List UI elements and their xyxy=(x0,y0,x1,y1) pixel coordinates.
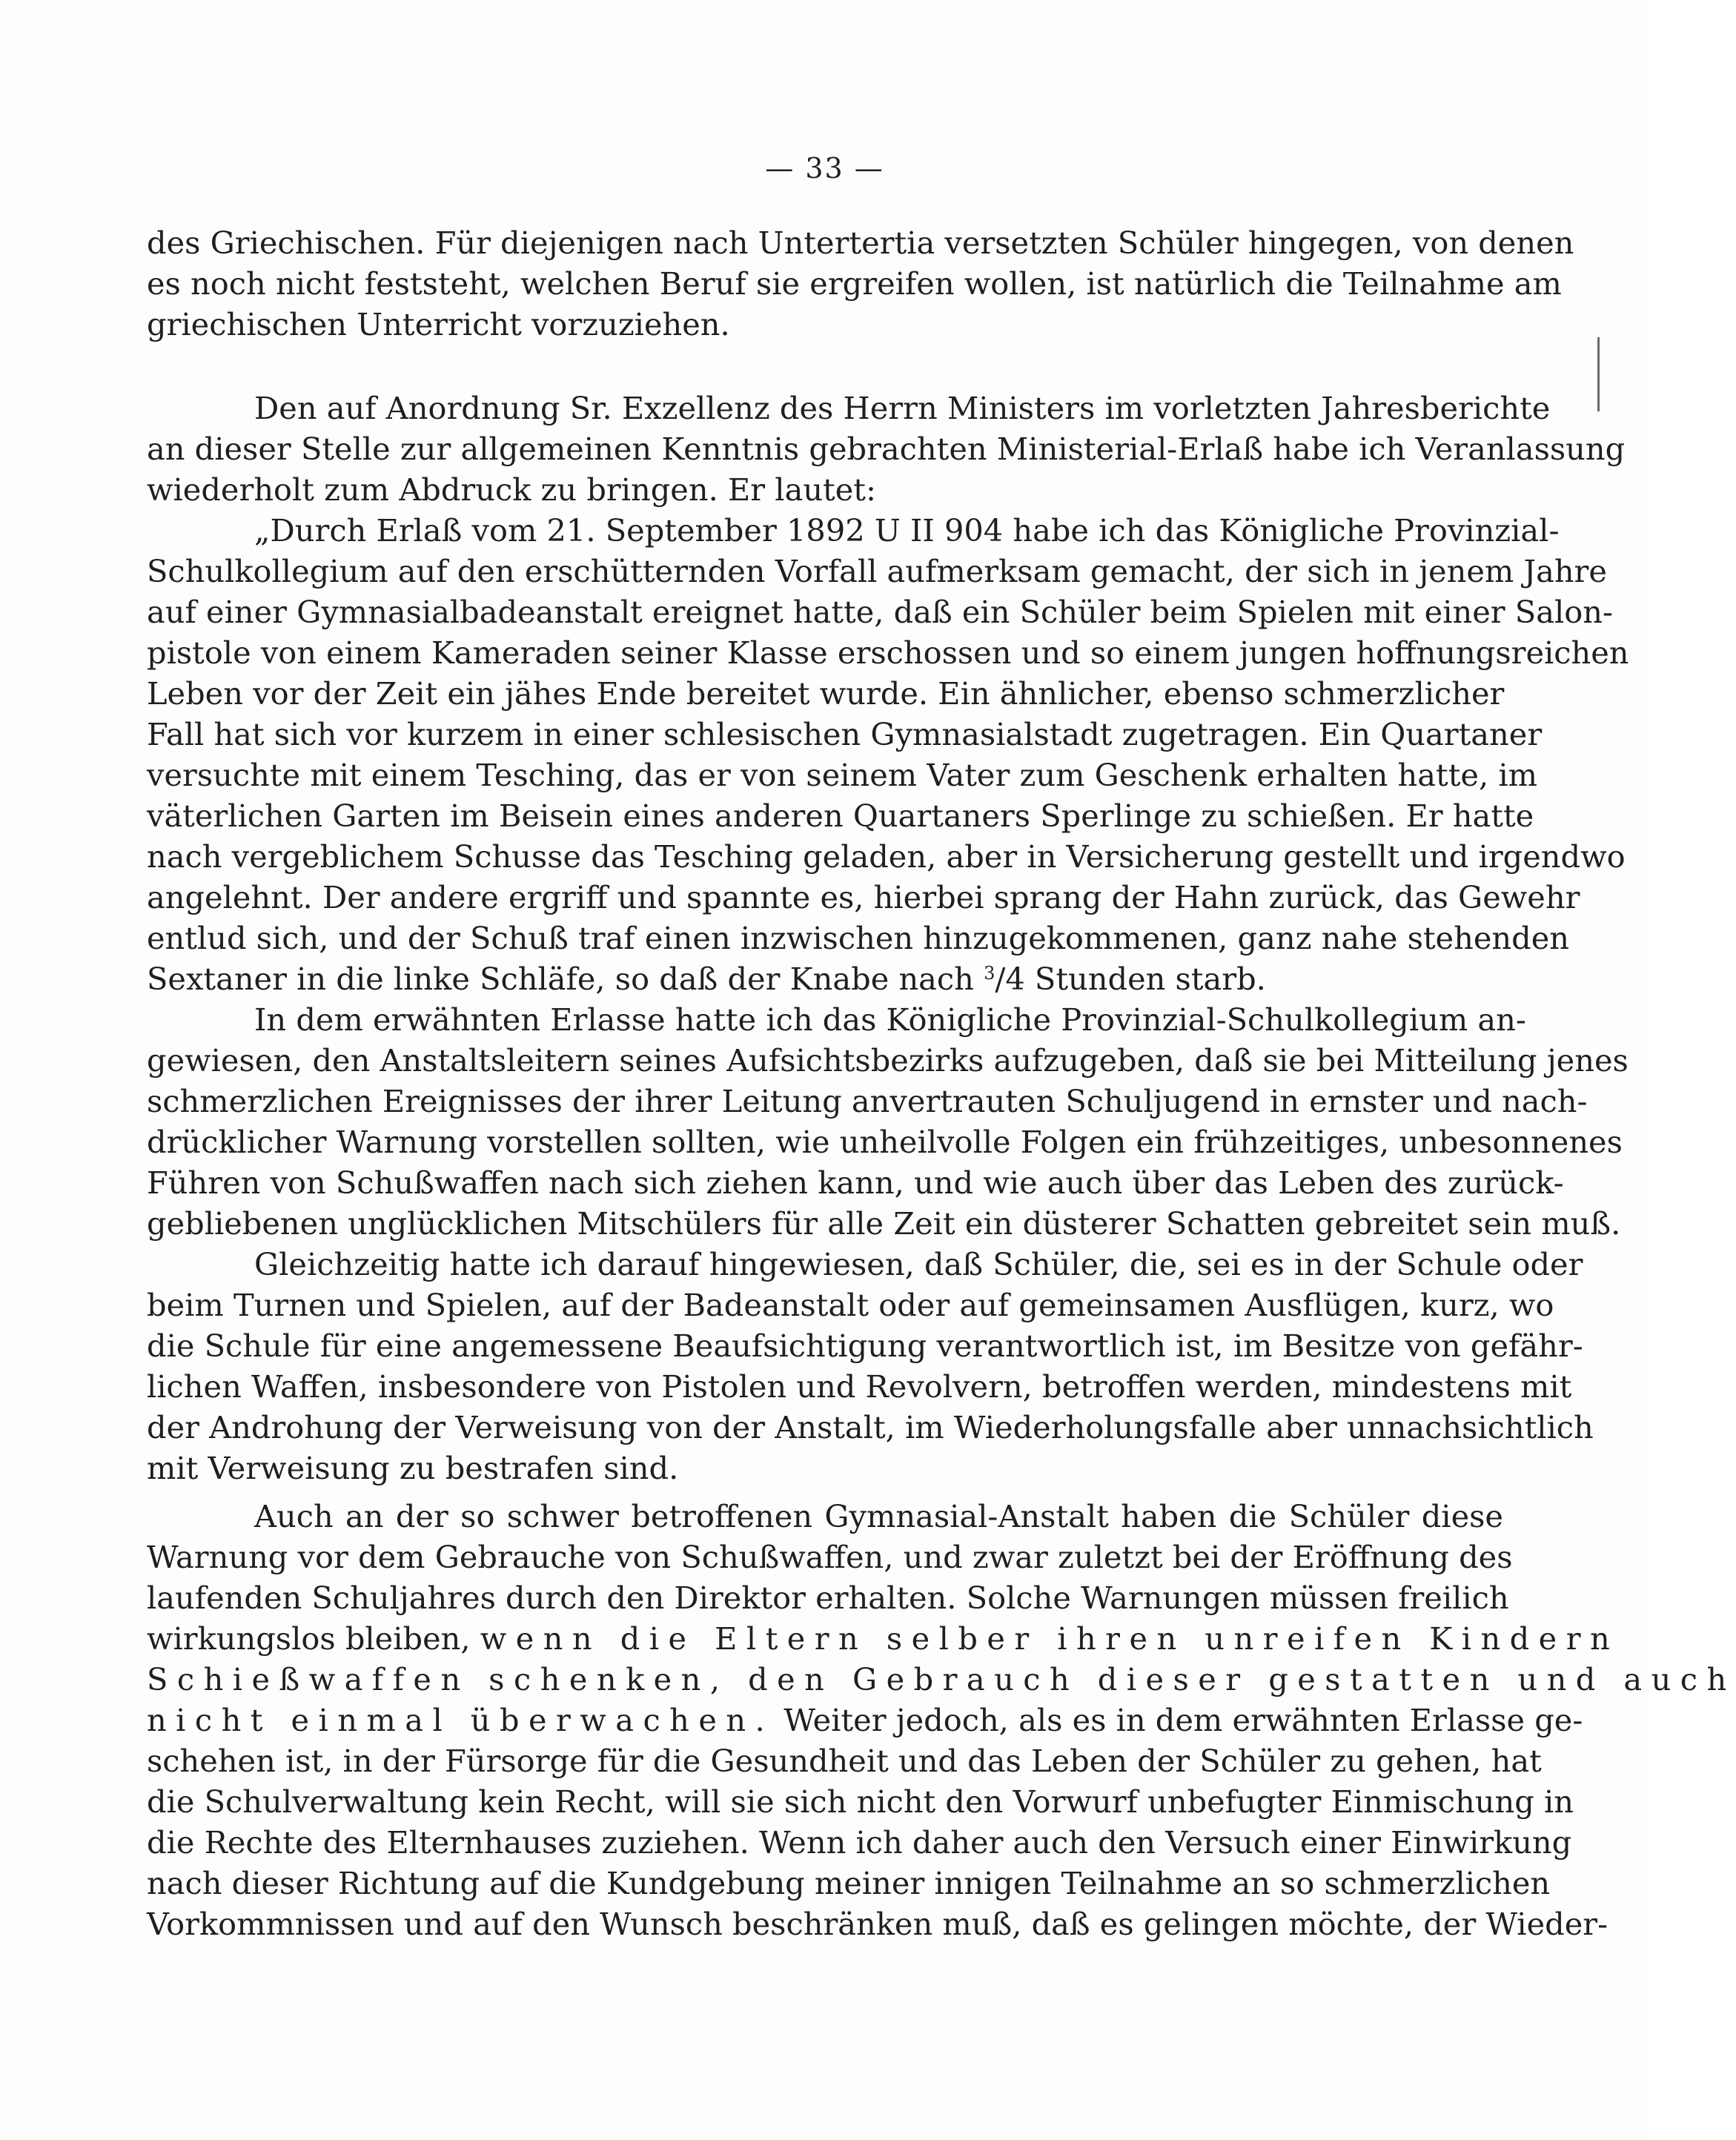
emphasized-text: Schießwaffen schenken, den Gebrauch dieser gestatten und auch xyxy=(147,1661,1736,1697)
text-line: auf einer Gymnasialbadeanstalt ereignet hatte, daß ein Schüler beim Spielen mit einer Salon- xyxy=(147,594,1613,630)
text-line: an dieser Stelle zur allgemeinen Kenntnis gebrachten Ministerial-Erlaß habe ich Veranlassung xyxy=(147,431,1626,467)
emphasized-text: nicht einmal überwachen. xyxy=(147,1702,775,1738)
text-line: nach vergeblichem Schusse das Tesching geladen, aber in Versicherung gestellt und irgendwo xyxy=(147,838,1626,875)
text-segment: Sextaner in die linke Schläfe, so daß der Knabe nach xyxy=(147,961,984,997)
text-line: griechischen Unterricht vorzuziehen. xyxy=(147,306,730,342)
text-line: Fall hat sich vor kurzem in einer schlesischen Gymnasialstadt zugetragen. Ein Quartaner xyxy=(147,716,1543,752)
text-line: Auch an der so schwer betroffenen Gymnasial-Anstalt haben die Schüler diese xyxy=(254,1498,1503,1534)
text-line xyxy=(147,958,1503,999)
text-line: Leben vor der Zeit ein jähes Ende bereitet wurde. Ein ähnlicher, ebenso schmerzlicher xyxy=(147,675,1505,712)
text-line: „Durch Erlaß vom 21. September 1892 U II 904 habe ich das Königliche Provinzial- xyxy=(254,512,1560,549)
text-line: nach dieser Richtung auf die Kundgebung meiner innigen Teilnahme an so schmerzlichen xyxy=(147,1865,1551,1901)
text-line: gewiesen, den Anstaltsleitern seines Aufsichtsbezirks aufzugeben, daß sie bei Mitteilung jenes xyxy=(147,1042,1629,1079)
text-line: laufenden Schuljahres durch den Direktor erhalten. Solche Warnungen müssen freilich xyxy=(147,1580,1509,1616)
text-line: Den auf Anordnung Sr. Exzellenz des Herrn Ministers im vorletzten Jahresberichte xyxy=(254,390,1551,426)
text-line: gebliebenen unglücklichen Mitschülers für alle Zeit ein düsterer Schatten gebreitet sein muß. xyxy=(147,1205,1621,1242)
text-line: Vorkommnissen und auf den Wunsch beschränken muß, daß es gelingen möchte, der Wieder- xyxy=(147,1906,1609,1942)
text-line: drücklicher Warnung vorstellen sollten, wie unheilvolle Folgen ein frühzeitiges, unbesonnenes xyxy=(147,1124,1623,1160)
emphasized-text: wenn die Eltern selber ihren unreifen Kindern xyxy=(480,1620,1620,1657)
text-line: Gleichzeitig hatte ich darauf hingewiesen, daß Schüler, die, sei es in der Schule oder xyxy=(254,1246,1583,1282)
text-line: Warnung vor dem Gebrauche von Schußwaffen, und zwar zuletzt bei der Eröffnung des xyxy=(147,1539,1513,1575)
text-line: des Griechischen. Für diejenigen nach Untertertia versetzten Schüler hingegen, von denen xyxy=(147,225,1574,261)
text-line: lichen Waffen, insbesondere von Pistolen und Revolvern, betroffen werden, mindestens mit xyxy=(147,1368,1572,1405)
text-line: väterlichen Garten im Beisein eines anderen Quartaners Sperlinge zu schießen. Er hatte xyxy=(147,798,1534,834)
text-line: angelehnt. Der andere ergriff und spannte es, hierbei sprang der Hahn zurück, das Gewehr xyxy=(147,879,1580,915)
text-line: beim Turnen und Spielen, auf der Badeanstalt oder auf gemeinsamen Ausflügen, kurz, wo xyxy=(147,1287,1554,1323)
text-line: schmerzlichen Ereignisses der ihrer Leitung anvertrauten Schuljugend in ernster und nach- xyxy=(147,1083,1588,1119)
text-line: entlud sich, und der Schuß traf einen inzwischen hinzugekommenen, ganz nahe stehenden xyxy=(147,920,1569,956)
text-line xyxy=(147,1700,1583,1740)
paragraph-6 xyxy=(147,1496,1736,1944)
text-segment: Weiter jedoch, als es in dem erwähnten Erlasse ge- xyxy=(774,1702,1583,1738)
text-line: die Rechte des Elternhauses zuziehen. Wenn ich daher auch den Versuch einer Einwirkung xyxy=(147,1824,1572,1861)
text-segment: /4 Stunden starb. xyxy=(995,961,1266,997)
text-line: In dem erwähnten Erlasse hatte ich das Königliche Provinzial-Schulkollegium an- xyxy=(254,1001,1526,1038)
page-number: — 33 — xyxy=(765,152,884,185)
paragraph-2 xyxy=(147,388,1626,510)
text-line: versuchte mit einem Tesching, das er von seinem Vater zum Geschenk erhalten hatte, im xyxy=(147,757,1537,793)
body-text xyxy=(147,222,1736,1944)
paragraph-3 xyxy=(147,510,1629,999)
text-line: die Schulverwaltung kein Recht, will sie sich nicht den Vorwurf unbefugter Einmischung in xyxy=(147,1783,1574,1820)
text-line: schehen ist, in der Fürsorge für die Gesundheit und das Leben der Schüler zu gehen, hat xyxy=(147,1743,1542,1779)
paragraph-5 xyxy=(147,1244,1594,1488)
text-line: pistole von einem Kameraden seiner Klasse erschossen und so einem jungen hoffnungsreichen xyxy=(147,635,1629,671)
text-line: wiederholt zum Abdruck zu bringen. Er lautet: xyxy=(147,471,876,508)
text-line xyxy=(147,1618,1620,1659)
text-line: der Androhung der Verweisung von der Anstalt, im Wiederholungsfalle aber unnachsichtlich xyxy=(147,1409,1594,1445)
text-segment: wirkungslos bleiben, xyxy=(147,1620,471,1657)
text-line: es noch nicht feststeht, welchen Beruf sie ergreifen wollen, ist natürlich die Teilnahme am xyxy=(147,265,1562,302)
text-line: Schulkollegium auf den erschütternden Vorfall aufmerksam gemacht, der sich in jenem Jahre xyxy=(147,553,1607,589)
fraction-numerator: 3 xyxy=(984,963,995,984)
text-line: Führen von Schußwaffen nach sich ziehen kann, und wie auch über das Leben des zurück- xyxy=(147,1165,1564,1201)
margin-mark xyxy=(1597,337,1600,411)
text-line: mit Verweisung zu bestrafen sind. xyxy=(147,1450,679,1486)
paragraph-1 xyxy=(147,222,1574,345)
text-line: die Schule für eine angemessene Beaufsichtigung verantwortlich ist, im Besitze von gefähr- xyxy=(147,1328,1583,1364)
paragraph-4 xyxy=(147,999,1629,1244)
